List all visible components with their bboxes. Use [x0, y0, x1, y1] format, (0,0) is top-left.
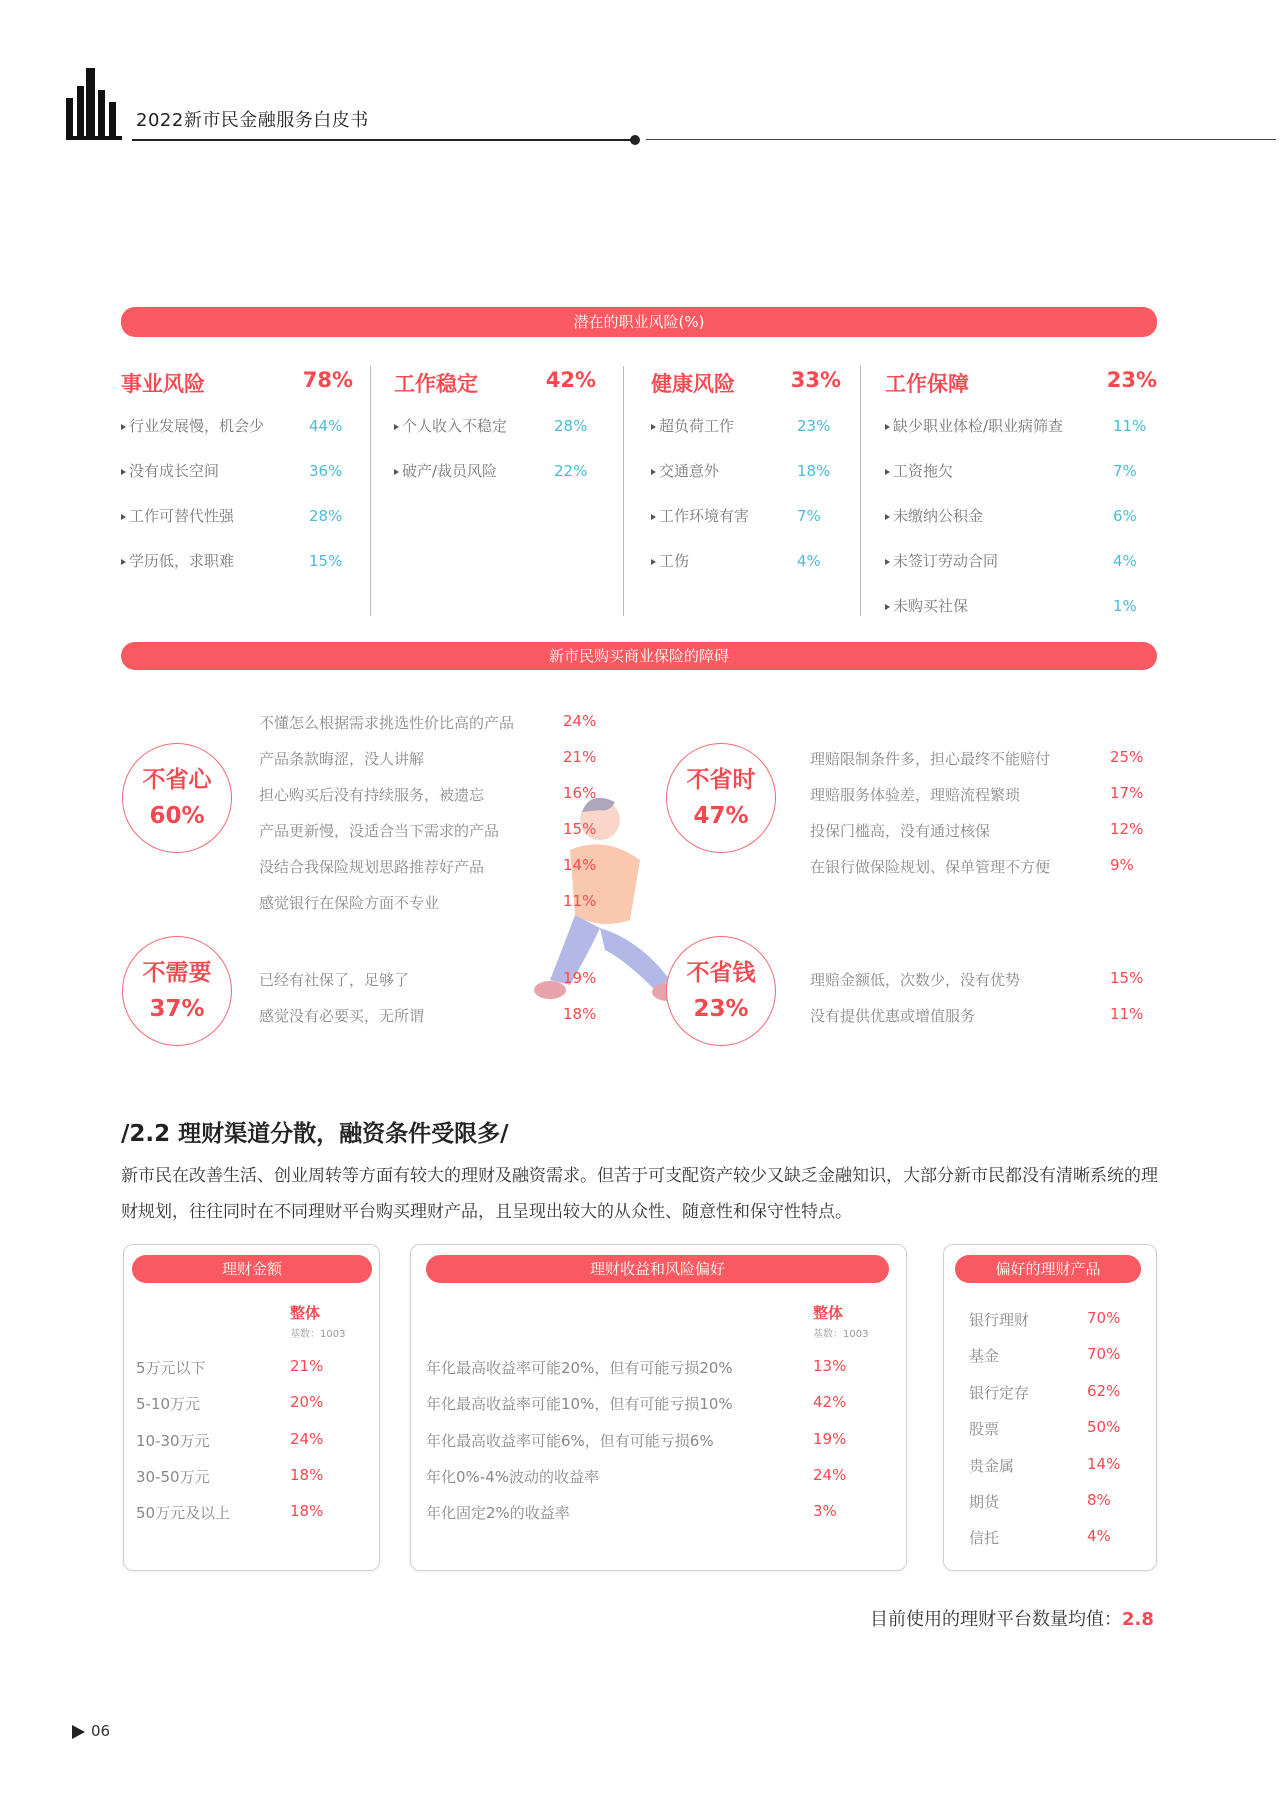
risk-item-label: 超负荷工作 [659, 417, 735, 435]
products-panel-bar: 偏好的理财产品 [955, 1255, 1141, 1283]
obstacle-pct: 37% [149, 996, 205, 1022]
risk-item-value: 11% [1113, 417, 1147, 435]
header-rule [132, 139, 632, 141]
risk-item-value: 23% [797, 417, 831, 435]
obstacle-circle-need [122, 936, 232, 1046]
risk-item [394, 416, 596, 461]
average-value: 2.8 [1122, 1609, 1154, 1630]
obstacle-name: 不省钱 [686, 960, 756, 986]
obstacle-name: 不省心 [142, 767, 212, 793]
risk-item-value: 15% [309, 552, 343, 570]
risk-item [651, 416, 841, 461]
obstacle-name: 不省时 [686, 767, 756, 793]
risk-item [121, 461, 353, 506]
amount-row-label: 30-50万元 [136, 1468, 210, 1486]
product-row-label: 期货 [969, 1493, 1000, 1511]
risk-item-label: 工作环境有害 [659, 507, 750, 525]
amount-panel [123, 1244, 380, 1571]
amount-row-label: 50万元及以上 [136, 1504, 231, 1522]
obstacle-item: 没有提供优惠或增值服务 11% [810, 1005, 1144, 1025]
risk-item [885, 416, 1157, 461]
preference-row-label: 年化最高收益率可能6%，但有可能亏损6% [426, 1432, 714, 1450]
obstacle-item: 感觉银行在保险方面不专业 11% [259, 892, 597, 912]
product-row-value: 4% [1087, 1527, 1111, 1545]
risk-item-value: 28% [309, 507, 343, 525]
risk-item-value: 18% [797, 462, 831, 480]
risk-item-value: 4% [797, 552, 821, 570]
play-triangle-icon [72, 1725, 85, 1739]
risk-item-label: 学历低，求职难 [129, 552, 235, 570]
whole-label: 整体 [813, 1304, 844, 1322]
risk-item-label: 缺少职业体检/职业病筛查 [893, 417, 1064, 435]
amount-row-label: 10-30万元 [136, 1432, 210, 1450]
risk-column-pct: 23% [1106, 368, 1157, 392]
preference-row-label: 年化最高收益率可能20%，但有可能亏损20% [426, 1359, 733, 1377]
obstacle-item: 担心购买后没有持续服务，被遗忘 16% [259, 784, 597, 804]
risk-item [651, 551, 841, 596]
header-dot [630, 135, 640, 145]
risk-item [885, 596, 1157, 641]
base-label: 基数：1003 [290, 1329, 346, 1340]
risk-item-label: 工伤 [659, 552, 690, 570]
risk-column-career [121, 368, 353, 596]
amount-row-value: 24% [290, 1430, 324, 1448]
product-row-value: 70% [1087, 1345, 1121, 1363]
risk-item [651, 506, 841, 551]
obstacle-item: 理赔服务体验差，理赔流程繁琐 17% [810, 784, 1144, 804]
risk-column-header [885, 368, 1157, 396]
obstacle-list-money [810, 969, 1160, 1041]
obstacle-item: 投保门槛高，没有通过核保 12% [810, 820, 1144, 840]
risk-item [885, 461, 1157, 506]
amount-panel-bar: 理财金额 [132, 1255, 372, 1283]
column-divider [860, 366, 861, 616]
obstacle-item: 理赔限制条件多，担心最终不能赔付 25% [810, 748, 1144, 768]
column-divider [370, 366, 371, 616]
risk-item-value: 4% [1113, 552, 1137, 570]
risk-item-value: 1% [1113, 597, 1137, 615]
risk-column-title: 事业风险 [121, 372, 205, 396]
obstacle-item: 产品条款晦涩，没人讲解 21% [259, 748, 597, 768]
risk-item [885, 551, 1157, 596]
obstacle-pct: 23% [693, 996, 749, 1022]
risk-item-value: 36% [309, 462, 343, 480]
risk-column-header [651, 368, 841, 396]
obstacle-circle-time [666, 743, 776, 853]
preference-row-value: 3% [813, 1502, 837, 1520]
amount-row-label: 5-10万元 [136, 1395, 201, 1413]
base-label: 基数：1003 [813, 1329, 869, 1340]
risk-item-value: 7% [1113, 462, 1137, 480]
whole-label: 整体 [290, 1304, 321, 1322]
obstacle-list-worry [259, 712, 599, 928]
preference-panel-bar: 理财收益和风险偏好 [426, 1255, 889, 1283]
average-label: 目前使用的理财平台数量均值： [870, 1609, 1122, 1630]
header-rule-right [646, 139, 1276, 140]
risk-item [394, 461, 596, 506]
risk-item-label: 工作可替代性强 [129, 507, 235, 525]
risk-column-pct: 42% [545, 368, 596, 392]
risk-item-label: 个人收入不稳定 [402, 417, 508, 435]
product-row-label: 银行理财 [969, 1311, 1030, 1329]
amount-row-value: 20% [290, 1393, 324, 1411]
risk-item-value: 22% [554, 462, 588, 480]
obstacle-circle-money [666, 936, 776, 1046]
risk-item-label: 未购买社保 [893, 597, 969, 615]
amount-row-label: 5万元以下 [136, 1359, 206, 1377]
preference-row-label: 年化固定2%的收益率 [426, 1504, 570, 1522]
obstacle-item: 没结合我保险规划思路推荐好产品 14% [259, 856, 597, 876]
obstacle-name: 不需要 [142, 960, 212, 986]
risk-item-label: 行业发展慢，机会少 [129, 417, 265, 435]
amount-row-value: 21% [290, 1357, 324, 1375]
risk-column-title: 工作保障 [885, 372, 969, 396]
product-row-label: 信托 [969, 1529, 1000, 1547]
obstacle-list-time [810, 748, 1160, 892]
section-title: /2.2 理财渠道分散，融资条件受限多/ [121, 1121, 509, 1147]
risk-item-value: 6% [1113, 507, 1137, 525]
obstacle-item: 不懂怎么根据需求挑选性价比高的产品 24% [259, 712, 597, 732]
building-logo-icon [66, 68, 122, 140]
column-divider [623, 366, 624, 616]
risk-item-label: 交通意外 [659, 462, 720, 480]
page-number [72, 1722, 110, 1740]
preference-row-value: 24% [813, 1466, 847, 1484]
risk-column-health [651, 368, 841, 596]
preference-row-value: 13% [813, 1357, 847, 1375]
risk-column-title: 健康风险 [651, 372, 735, 396]
document-title: 2022新市民金融服务白皮书 [136, 110, 369, 131]
risk-column-stability [394, 368, 596, 506]
risk-item [121, 551, 353, 596]
product-row-label: 股票 [969, 1420, 1000, 1438]
preference-row-label: 年化0%-4%波动的收益率 [426, 1468, 600, 1486]
obstacle-item: 产品更新慢，没适合当下需求的产品 15% [259, 820, 597, 840]
risk-item [651, 461, 841, 506]
risk-item-label: 未签订劳动合同 [893, 552, 999, 570]
preference-row-value: 42% [813, 1393, 847, 1411]
product-row-value: 62% [1087, 1382, 1121, 1400]
risk-column-pct: 78% [302, 368, 353, 392]
risk-item-label: 工资拖欠 [893, 462, 954, 480]
risk-item [121, 416, 353, 461]
amount-row-value: 18% [290, 1502, 324, 1520]
obstacle-item: 在银行做保险规划、保单管理不方便 9% [810, 856, 1134, 876]
preference-panel [410, 1244, 907, 1571]
section-paragraph: 新市民在改善生活、创业周转等方面有较大的理财及融资需求。但苦于可支配资产较少又缺乏金融知识，大部分新市民都没有清晰系统的理财规划，往往同时在不同理财平台购买理财产品，且呈现出较大的从众性、随意性和保守性特点。 [121, 1166, 1158, 1222]
preference-row-value: 19% [813, 1430, 847, 1448]
risk-item [121, 506, 353, 551]
preference-row-label: 年化最高收益率可能10%，但有可能亏损10% [426, 1395, 733, 1413]
risk-column-header [121, 368, 353, 396]
product-row-value: 70% [1087, 1309, 1121, 1327]
risk-item-label: 破产/裁员风险 [402, 462, 498, 480]
risk-item [885, 506, 1157, 551]
product-row-value: 14% [1087, 1455, 1121, 1473]
product-row-value: 50% [1087, 1418, 1121, 1436]
obstacle-circle-worry [122, 743, 232, 853]
risk-column-pct: 33% [790, 368, 841, 392]
obstacle-item: 感觉没有必要买，无所谓 18% [259, 1005, 597, 1025]
obstacle-pct: 47% [693, 803, 749, 829]
risk-item-label: 没有成长空间 [129, 462, 220, 480]
product-row-label: 银行定存 [969, 1384, 1030, 1402]
amount-row-value: 18% [290, 1466, 324, 1484]
obstacle-pct: 60% [149, 803, 205, 829]
obstacle-item: 已经有社保了，足够了 19% [259, 969, 597, 989]
risk-item-label: 未缴纳公积金 [893, 507, 984, 525]
obstacle-list-need [259, 969, 599, 1041]
product-row-label: 基金 [969, 1347, 1000, 1365]
average-platforms [870, 1605, 1154, 1631]
risk-item-value: 7% [797, 507, 821, 525]
risk-column-security [885, 368, 1157, 641]
obstacles-section-bar: 新市民购买商业保险的障碍 [121, 642, 1157, 670]
risk-item-value: 44% [309, 417, 343, 435]
product-row-label: 贵金属 [969, 1457, 1015, 1475]
risk-section-bar: 潜在的职业风险(%) [121, 307, 1157, 337]
risk-column-header [394, 368, 596, 396]
page-number-text: 06 [91, 1722, 111, 1740]
risk-item-value: 28% [554, 417, 588, 435]
products-panel [943, 1244, 1157, 1571]
obstacle-item: 理赔金额低，次数少，没有优势 15% [810, 969, 1144, 989]
product-row-value: 8% [1087, 1491, 1111, 1509]
risk-column-title: 工作稳定 [394, 372, 478, 396]
